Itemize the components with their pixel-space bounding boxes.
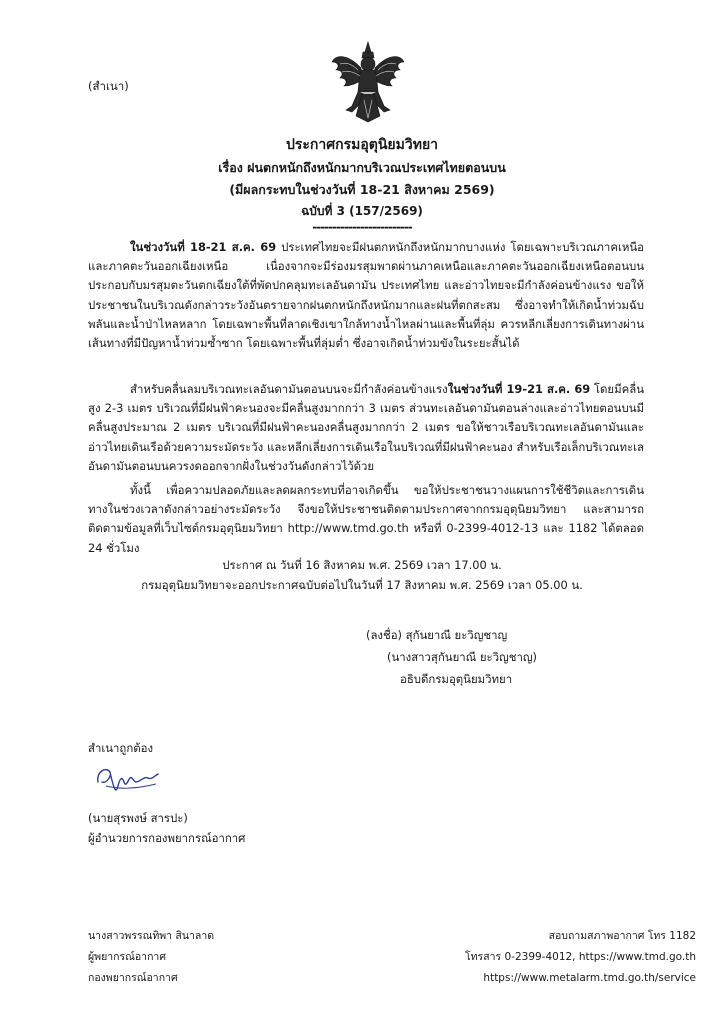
contact-service-url: https://www.metalarm.tmd.go.th/service xyxy=(483,972,696,984)
agency-heading: ประกาศกรมอุตุนิยมวิทยา xyxy=(285,137,439,153)
signatory-title: อธิบดีกรมอุตุนิยมวิทยา xyxy=(400,672,513,686)
announcement xyxy=(88,555,636,595)
waves-period: ในช่วงวันที่ 19-21 ส.ค. 69 xyxy=(447,382,591,396)
footer-contact xyxy=(465,926,696,989)
handwritten-signature-icon xyxy=(92,760,162,796)
waves-text-b: โดยมีคลื่นสูง 2-3 เมตร บริเวณที่มีฝนฟ้าคะนองจะมีคลื่นสูงมากกว่า 3 เมตร ส่วนทะเลอันดามันตอนล่างและอ่าวไทยตอนบนมีคลื่นสูงประมาณ 2 เมตร บริเวณที่มีฝนฟ้าคะนองคลื่นสูงมากกว่า 2 เมตร ขอให้ชาวเรือบริเวณทะเลอันดามันและอ่าวไทยเดินเรือด้วยความระมัดระวัง และหลีกเลี่ยงการเดินเรือในบริเวณที่มีฝนฟ้าคะนอง สำหรับเรือเล็กบริเวณทะเลอันดามันตอนบนควรงดออกจากฝั่งในช่วงวันดังกล่าวไว้ด้วย xyxy=(88,382,644,473)
certifier-block xyxy=(88,808,245,848)
paragraph-safety xyxy=(88,481,644,558)
certifier-title: ผู้อำนวยการกองพยากรณ์อากาศ xyxy=(88,831,246,845)
forecaster-division: กองพยากรณ์อากาศ xyxy=(88,972,178,984)
garuda-emblem-icon xyxy=(330,40,406,124)
period-heading: (มีผลกระทบในช่วงวันที่ 18-21 สิงหาคม 2569) xyxy=(229,182,495,197)
heading-separator: ------------------------- xyxy=(312,220,412,234)
waves-text-a: สำหรับคลื่นลมบริเวณทะเลอันดามันตอนบนจะมีกำลังค่อนข้างแรง xyxy=(130,382,448,396)
issued-date: ประกาศ ณ วันที่ 16 สิงหาคม พ.ศ. 2569 เวลา 17.00 น. xyxy=(222,558,502,572)
copy-label: (สำเนา) xyxy=(88,79,129,93)
contact-fax-web: โทรสาร 0-2399-4012, https://www.tmd.go.th xyxy=(465,951,696,963)
issue-heading: ฉบับที่ 3 (157/2569) xyxy=(301,204,423,218)
signatory-full-name: (นางสาวสุกันยาณี ยะวิญชาญ) xyxy=(387,650,537,664)
forecaster-name: นางสาวพรรณทิพา สินาลาด xyxy=(88,930,215,942)
rain-text: ประเทศไทยจะมีฝนตกหนักถึงหนักมากบางแห่ง โดยเฉพาะบริเวณภาคเหนือและภาคตะวันออกเฉียงเหนือ เนื่องจากจะมีร่องมรสุมพาดผ่านภาคเหนือและภาคตะวันออกเฉียงเหนือตอนบน ประกอบกับมรสุมตะวันตกเฉียงใต้ที่พัดปกคลุมทะเลอันดามัน ประเทศไทย และอ่าวไทยจะมีกำลังค่อนข้างแรง ขอให้ประชาชนในบริเวณดังกล่าวระวังอันตรายจากฝนตกหนักถึงหนักมากและฝนที่ตกสะสม ซึ่งอาจทำให้เกิดน้ำท่วมฉับพลันและน้ำป่าไหลหลาก โดยเฉพาะพื้นที่ลาดเชิงเขาใกล้ทางน้ำไหลผ่านและพื้นที่ลุ่ม ควรหลีกเลี่ยงการเดินทางผ่านเส้นทางที่มีปัญหาน้ำท่วมซ้ำซาก โดยเฉพาะพื้นที่ลุ่มต่ำ ซึ่งอาจเกิดน้ำท่วมขังในระยะสั้นได้ xyxy=(88,240,644,351)
footer-forecaster xyxy=(88,926,214,989)
certifier-name: (นายสุรพงษ์ สารปะ) xyxy=(88,811,188,825)
safety-text: ทั้งนี้ เพื่อความปลอดภัยและลดผลกระทบที่อาจเกิดขึ้น ขอให้ประชาชนวางแผนการใช้ชีวิตและการเดินทางในช่วงเวลาดังกล่าวอย่างระมัดระวัง จึงขอให้ประชาชนติดตามประกาศจากกรมอุตุนิยมวิทยา และสามารถติดตามข้อมูลที่เว็บไซต์กรมอุตุนิยมวิทยา http://www.tmd.go.th หรือที่ 0-2399-4012-13 และ 1182 ได้ตลอด 24 ชั่วโมง xyxy=(88,483,644,555)
forecaster-role: ผู้พยากรณ์อากาศ xyxy=(88,951,166,963)
paragraph-rain xyxy=(88,238,644,353)
next-issue-note: กรมอุตุนิยมวิทยาจะออกประกาศฉบับต่อไปในวันที่ 17 สิงหาคม พ.ศ. 2569 เวลา 05.00 น. xyxy=(141,578,583,592)
subject-heading: เรื่อง ฝนตกหนักถึงหนักมากบริเวณประเทศไทยตอนบน xyxy=(218,160,506,175)
contact-phone: สอบถามสภาพอากาศ โทร 1182 xyxy=(548,930,696,942)
signed-line: (ลงชื่อ) สุกันยาณี ยะวิญชาญ xyxy=(366,628,508,642)
rain-period: ในช่วงวันที่ 18-21 ส.ค. 69 xyxy=(130,240,277,254)
certified-copy-label: สำเนาถูกต้อง xyxy=(88,741,154,755)
paragraph-waves xyxy=(88,380,644,476)
